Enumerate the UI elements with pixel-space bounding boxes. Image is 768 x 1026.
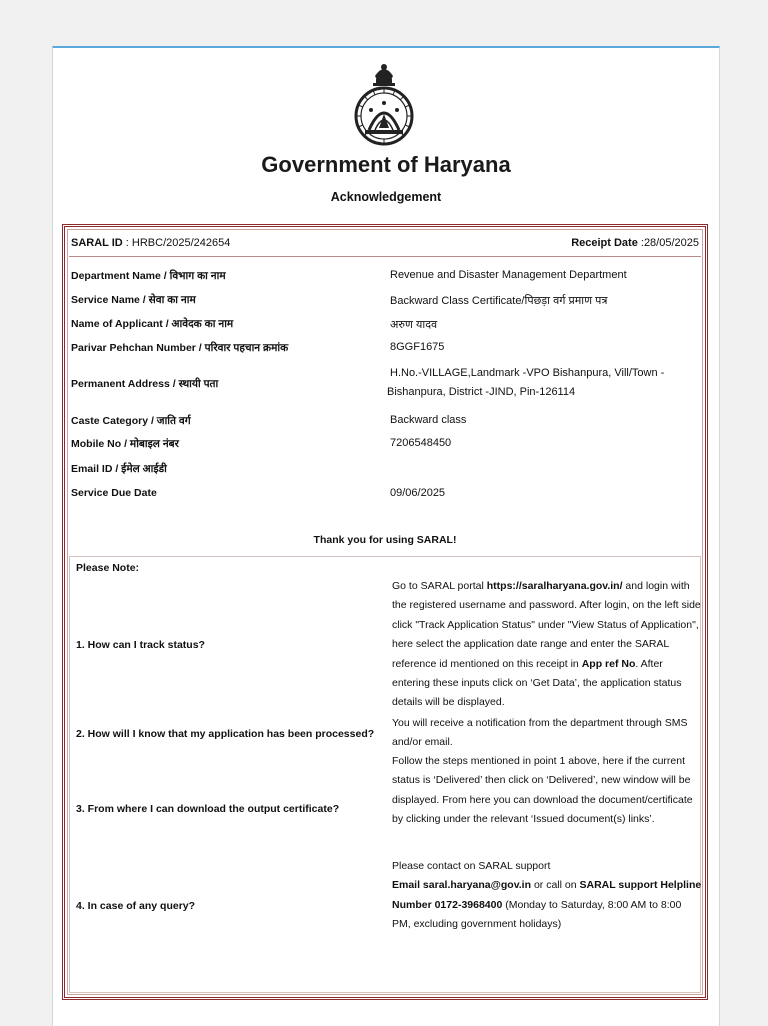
q1-question: 1. How can I track status? [76, 639, 205, 651]
haryana-emblem-icon [349, 58, 419, 148]
q4-question: 4. In case of any query? [76, 900, 196, 912]
department-value: Revenue and Disaster Management Department [390, 269, 627, 281]
q1-answer-text: Go to SARAL portal [392, 580, 487, 592]
mobile-value: 7206548450 [390, 437, 452, 449]
q4-answer-intro: Please contact on SARAL support [392, 860, 551, 872]
address-label: Permanent Address / स्थायी पता [71, 378, 219, 390]
caste-value: Backward class [390, 414, 467, 426]
q4-answer-or: or call on [531, 879, 580, 892]
thanks-message: Thank you for using SARAL! [313, 534, 457, 546]
q1-answer-end: . After entering these inputs click on ‘Get Data’, the application status details will be displayed. [392, 657, 682, 709]
service-label: Service Name / सेवा का नाम [71, 294, 196, 306]
saral-id [71, 237, 230, 249]
notes-section [69, 556, 701, 993]
address-value-line1: H.No.-VILLAGE,Landmark -VPO Bishanpura, Vill/Town - [390, 367, 665, 379]
q2-question: 2. How will I know that my application has been processed? [76, 728, 375, 740]
page-subtitle: Acknowledgement [330, 190, 442, 204]
support-email[interactable]: Email saral.haryana@gov.in [392, 879, 532, 892]
header-divider [69, 256, 701, 257]
ppn-value: 8GGF1675 [390, 341, 445, 353]
app-ref-no: App ref No [581, 657, 636, 670]
mobile-label: Mobile No / मोबाइल नंबर [71, 438, 179, 450]
q4-answer-hours: (Monday to Saturday, 8:00 AM to 8:00 PM, excluding government holidays) [392, 898, 682, 931]
acknowledgement-sheet [52, 46, 720, 1026]
q4-answer [392, 857, 702, 935]
service-value: Backward Class Certificate/पिछड़ा वर्ग प्रमाण पत्र [390, 295, 608, 307]
due-date-value: 09/06/2025 [390, 487, 446, 499]
due-date-label: Service Due Date [71, 487, 157, 499]
page-title: Government of Haryana [261, 152, 511, 177]
receipt-date-label: Receipt Date [571, 237, 638, 249]
caste-label: Caste Category / जाति वर्ग [71, 415, 191, 427]
support-helpline: SARAL support Helpline Number 0172-3968400 [392, 879, 702, 911]
receipt-frame [62, 224, 708, 1000]
q3-question: 3. From where I can download the output certificate? [76, 803, 340, 815]
receipt-date-value: :28/05/2025 [637, 237, 699, 249]
applicant-label: Name of Applicant / आवेदक का नाम [71, 318, 234, 330]
saral-id-value: : HRBC/2025/242654 [122, 237, 231, 249]
notes-heading: Please Note: [76, 562, 140, 574]
q1-answer-mid: and login with the registered username and password. After login, on the left side click "Track Application Status" under "View Status of Application", here select the application date range and enter the SARAL reference id mentioned on this receipt in [392, 580, 701, 670]
saral-portal-link[interactable]: https://saralharyana.gov.in/ [486, 580, 623, 592]
q2-answer: You will receive a notification from the department through SMS and/or email. [392, 717, 688, 749]
ppn-label: Parivar Pehchan Number / परिवार पहचान क्रमांक [71, 342, 289, 354]
receipt-date [571, 237, 699, 249]
saral-id-label: SARAL ID [71, 237, 123, 249]
department-label: Department Name / विभाग का नाम [71, 270, 226, 282]
applicant-value: अरुण यादव [390, 319, 438, 331]
address-value-line2: Bishanpura, District -JIND, Pin-126114 [387, 386, 576, 398]
q1-answer [392, 577, 702, 713]
email-label: Email ID / ईमेल आईडी [71, 463, 167, 475]
q3-answer: Follow the steps mentioned in point 1 above, here if the current status is ‘Delivered’ then click on ‘Delivered’, new window will be displayed. From here you can download the document/certificate by clicking under the relevant ‘Issued document(s) links’. [392, 755, 693, 826]
